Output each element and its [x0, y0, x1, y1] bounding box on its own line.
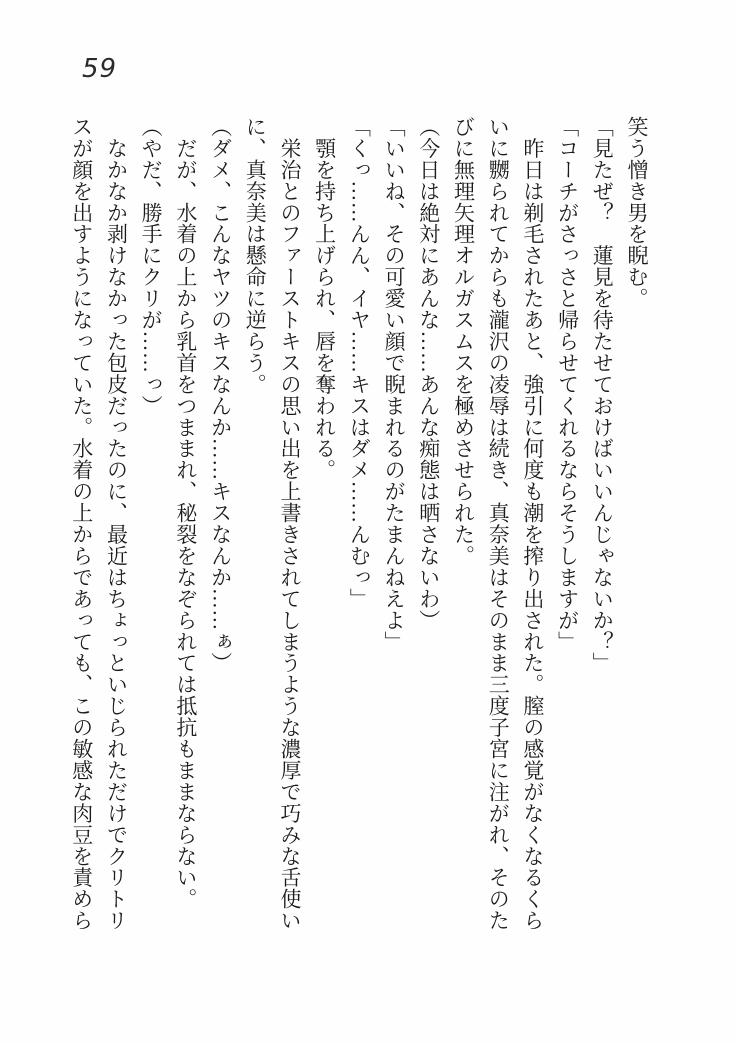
text-column: （今日は絶対にあんな……あんな痴態は晒さないわ） — [416, 116, 441, 631]
text-column: だが、水着の上から乳首をつままれ、秘裂をなぞられては抵抗もままならない。 — [173, 116, 198, 910]
text-column: 「いいね、その可愛い顔で睨まれるのがたまんねえよ」 — [382, 116, 407, 653]
text-column: 栄治とのファーストキスの思い出を上書きされてしまうような濃厚で巧みな舌使い — [277, 116, 302, 932]
text-column: 顎を持ち上げられ、唇を奪われる。 — [312, 116, 337, 481]
text-column: 笑う憎き男を睨む。 — [625, 116, 649, 310]
text-column: （ダメ、こんなヤツのキスなんか……キスなんか……ぁ） — [208, 116, 233, 674]
text-column: びに無理矢理オルガスムスを極めさせられた。 — [451, 116, 476, 567]
text-column: 「くっ……んん、イヤ……キスはダメ……んむっ」 — [347, 116, 372, 610]
text-column: （やだ、勝手にクリが……っ） — [139, 116, 164, 417]
text-column: なかなか剥けなかった包皮だったのに、最近はちょっといじられただけでクリトリ — [104, 116, 129, 932]
text-column: いに嬲られてからも瀧沢の凌辱は続き、真奈美はそのまま三度子宮に注がれ、そのた — [486, 116, 511, 932]
text-column: 「コーチがさっさと帰らせてくれるならそうしますが」 — [555, 116, 580, 653]
page-number: 59 — [82, 54, 118, 84]
text-column: 昨日は剃毛されたあと、強引に何度も潮を搾り出された。膣の感覚がなくなるくら — [520, 116, 545, 932]
text-column: に、真奈美は懸命に逆らう。 — [243, 116, 268, 395]
text-column: 「見たぜ？ 蓮見を待たせておけばいいんじゃないか？」 — [590, 116, 615, 674]
text-column: スが顔を出すようになっていた。水着の上からであっても、この敏感な肉豆を責めら — [69, 116, 94, 932]
body-text — [64, 116, 654, 942]
